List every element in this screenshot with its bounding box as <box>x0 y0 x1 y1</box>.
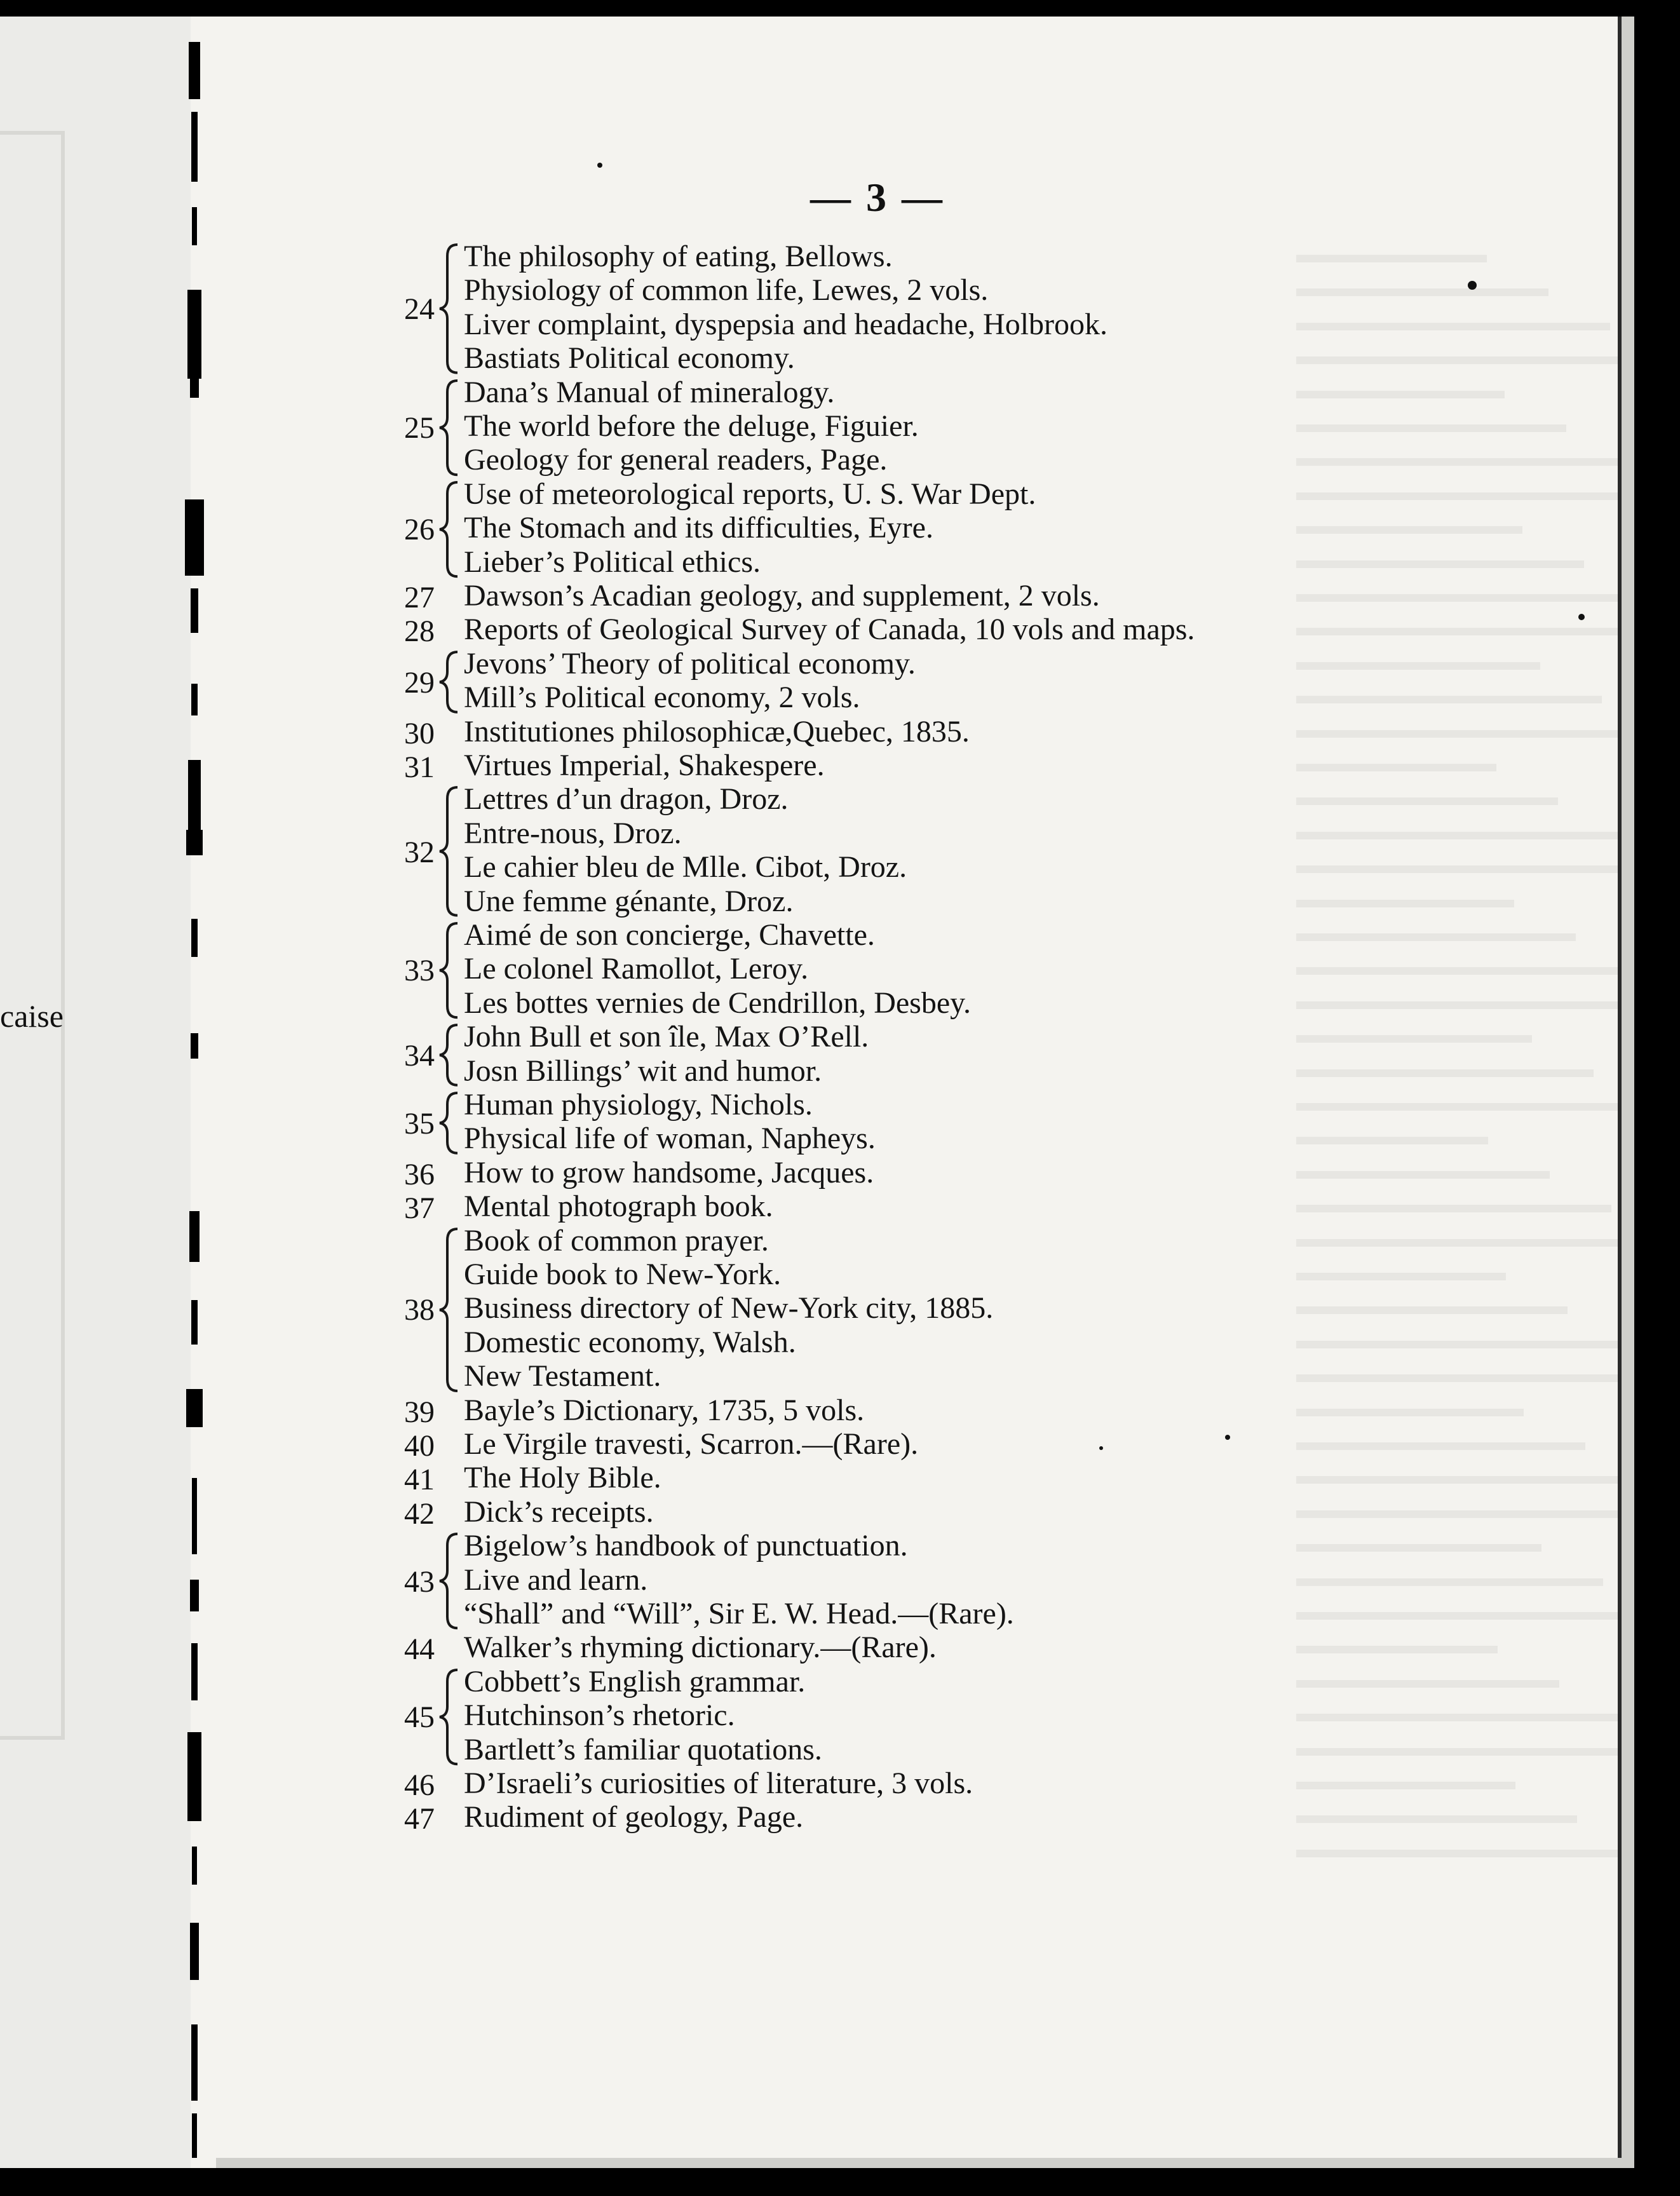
entry-brace <box>438 1667 461 1766</box>
entry-brace <box>438 378 461 477</box>
catalog-title: Aimé de son concierge, Chavette. <box>464 918 875 952</box>
print-speck <box>1099 1446 1103 1450</box>
catalog-title: Lieber’s Political ethics. <box>464 545 761 579</box>
catalog-title: Institutiones philosophicæ,Quebec, 1835. <box>464 714 970 749</box>
catalog-title: John Bull et son île, Max O’Rell. <box>464 1020 869 1054</box>
entry-brace <box>438 242 461 376</box>
catalog-number: 47 <box>404 1802 435 1836</box>
entry-brace <box>438 1531 461 1630</box>
page-number: — 3 — <box>810 175 945 220</box>
catalog-title: Business directory of New-York city, 1885. <box>464 1291 994 1325</box>
catalog-title: Liver complaint, dyspepsia and headache, Holbrook. <box>464 307 1108 341</box>
catalog-title: Domestic economy, Walsh. <box>464 1325 796 1359</box>
catalog-title: Dawson’s Acadian geology, and supplement, 2 vols. <box>464 579 1100 613</box>
catalog-title: New Testament. <box>464 1359 661 1393</box>
catalog-title: Bastiats Political economy. <box>464 341 795 376</box>
catalog-title: Dana’s Manual of mineralogy. <box>464 375 835 409</box>
entry-brace <box>438 1022 461 1088</box>
catalog-number: 28 <box>404 614 435 649</box>
catalog-number: 39 <box>404 1395 435 1429</box>
catalog-title: Hutchinson’s rhetoric. <box>464 1698 735 1733</box>
catalog-title: Cobbett’s English grammar. <box>464 1664 806 1698</box>
catalog-title: Physiology of common life, Lewes, 2 vols. <box>464 273 989 308</box>
catalog-number: 37 <box>404 1191 435 1226</box>
catalog-number: 27 <box>404 581 435 614</box>
catalog-number: 34 <box>404 1038 435 1073</box>
catalog-title: “Shall” and “Will”, Sir E. W. Head.—(Rare). <box>464 1597 1014 1630</box>
catalog-number: 32 <box>404 835 435 869</box>
catalog-title: Les bottes vernies de Cendrillon, Desbey. <box>464 986 972 1020</box>
print-speck <box>597 163 602 168</box>
catalog-title: Book of common prayer. <box>464 1223 769 1257</box>
catalog-title: Bigelow’s handbook of punctuation. <box>464 1529 908 1563</box>
catalog-title: Physical life of woman, Napheys. <box>464 1122 876 1156</box>
catalog-list <box>0 17 1634 2168</box>
catalog-number: 38 <box>404 1293 435 1327</box>
entry-brace <box>438 1226 461 1393</box>
catalog-number: 25 <box>404 411 435 445</box>
print-speck <box>1225 1435 1230 1440</box>
catalog-title: Lettres d’un dragon, Droz. <box>464 782 789 817</box>
page-bottom-edge <box>216 2158 1622 2168</box>
catalog-title: The world before the deluge, Figuier. <box>464 409 919 443</box>
catalog-title: Bartlett’s familiar quotations. <box>464 1732 822 1766</box>
catalog-title: Une femme génante, Droz. <box>464 884 794 918</box>
catalog-title: The Holy Bible. <box>464 1461 661 1495</box>
catalog-number: 40 <box>404 1429 435 1463</box>
print-speck <box>1468 281 1477 290</box>
entry-brace <box>438 921 461 1020</box>
catalog-title: Geology for general readers, Page. <box>464 443 888 477</box>
catalog-title: How to grow handsome, Jacques. <box>464 1155 874 1190</box>
entry-brace <box>438 649 461 715</box>
catalog-title: Reports of Geological Survey of Canada, 10 vols and maps. <box>464 613 1195 647</box>
catalog-number: 29 <box>404 665 435 700</box>
entry-brace <box>438 1090 461 1156</box>
catalog-title: Le Virgile travesti, Scarron.—(Rare). <box>464 1427 919 1461</box>
catalog-number: 35 <box>404 1106 435 1141</box>
catalog-title: Mental photograph book. <box>464 1190 773 1224</box>
catalog-title: Virtues Imperial, Shakespere. <box>464 749 825 782</box>
catalog-title: Live and learn. <box>464 1562 648 1597</box>
catalog-number: 31 <box>404 750 435 784</box>
catalog-title: The Stomach and its difficulties, Eyre. <box>464 511 933 545</box>
catalog-number: 30 <box>404 716 435 750</box>
catalog-number: 33 <box>404 954 435 988</box>
catalog-page <box>0 17 1634 2168</box>
catalog-title: Guide book to New-York. <box>464 1257 782 1291</box>
catalog-title: Mill’s Political economy, 2 vols. <box>464 681 860 715</box>
catalog-title: Le cahier bleu de Mlle. Cibot, Droz. <box>464 850 907 884</box>
catalog-title: Rudiment of geology, Page. <box>464 1800 804 1834</box>
catalog-number: 24 <box>404 292 435 327</box>
catalog-number: 26 <box>404 513 435 547</box>
catalog-number: 36 <box>404 1157 435 1191</box>
catalog-title: Dick’s receipts. <box>464 1494 654 1529</box>
catalog-title: Jevons’ Theory of political economy. <box>464 646 916 681</box>
catalog-title: Entre-nous, Droz. <box>464 816 682 850</box>
catalog-number: 41 <box>404 1463 435 1497</box>
catalog-title: Walker’s rhyming dictionary.—(Rare). <box>464 1630 937 1665</box>
cut-off-edge-text: caise <box>0 998 64 1034</box>
catalog-title: Bayle’s Dictionary, 1735, 5 vols. <box>464 1393 865 1427</box>
catalog-title: Use of meteorological reports, U. S. War Dept. <box>464 477 1036 511</box>
catalog-number: 45 <box>404 1700 435 1735</box>
catalog-number: 42 <box>404 1496 435 1531</box>
catalog-title: D’Israeli’s curiosities of literature, 3 vols. <box>464 1766 973 1800</box>
catalog-number: 46 <box>404 1768 435 1802</box>
catalog-title: Human physiology, Nichols. <box>464 1088 813 1122</box>
catalog-title: The philosophy of eating, Bellows. <box>464 240 893 273</box>
entry-brace <box>438 480 461 579</box>
catalog-title: Le colonel Ramollot, Leroy. <box>464 952 809 986</box>
catalog-title: Josn Billings’ wit and humor. <box>464 1054 822 1088</box>
catalog-number: 44 <box>404 1632 435 1667</box>
entry-brace <box>438 785 461 918</box>
page-right-edge <box>1618 17 1634 2168</box>
catalog-number: 43 <box>404 1564 435 1599</box>
print-speck <box>1578 614 1585 620</box>
